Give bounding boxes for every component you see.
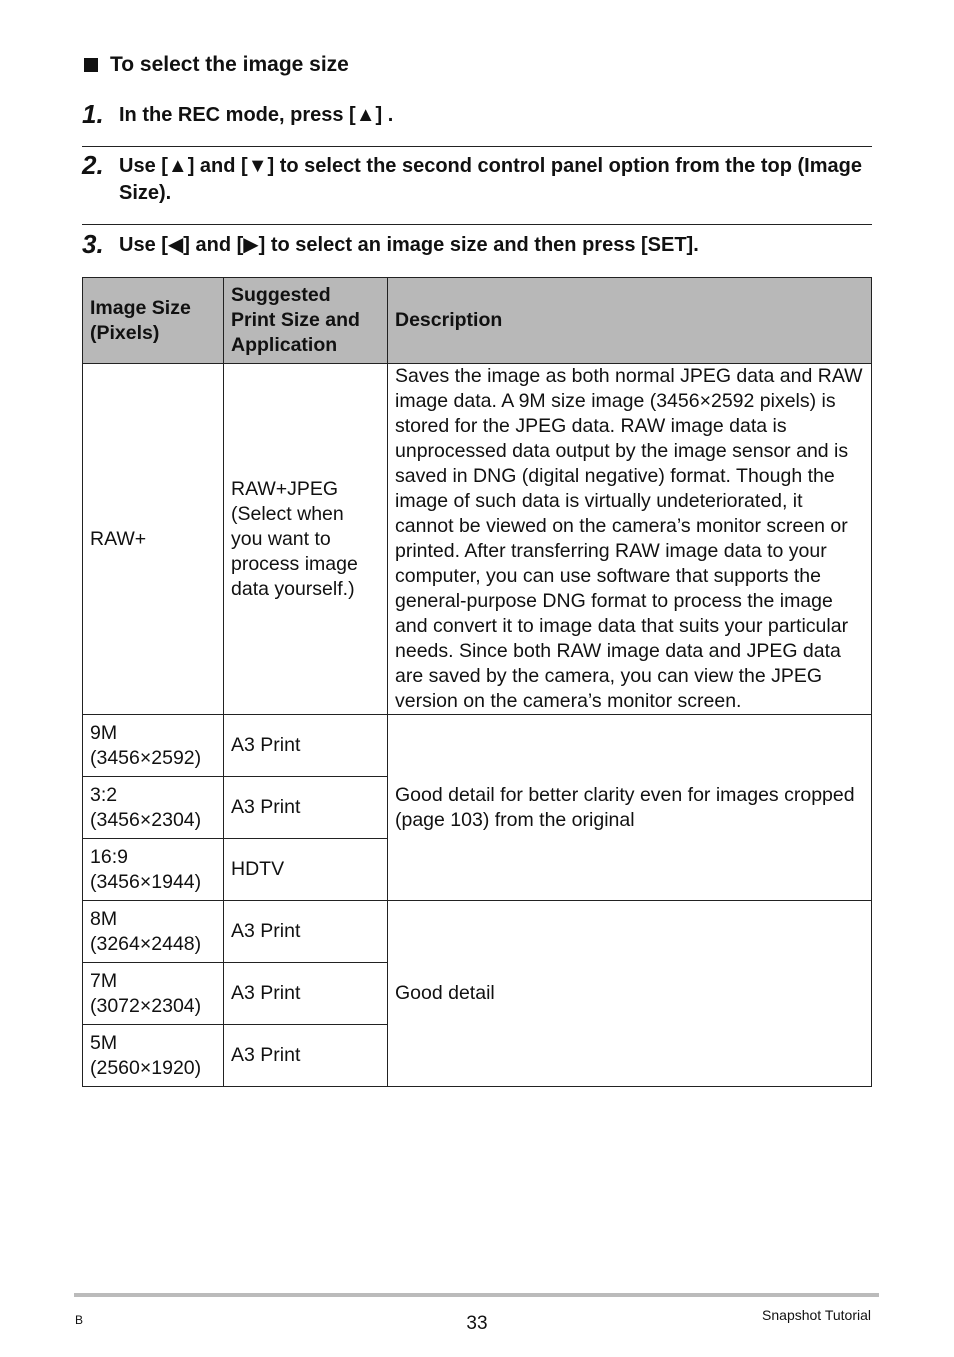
cell-size: RAW+ [83,364,224,715]
cell-size [83,715,224,777]
cell-size [83,901,224,963]
size-pixels: (3264×2448) [90,932,202,955]
step-number: 2. [82,150,104,180]
divider [82,224,872,225]
footer-section-title: Snapshot Tutorial [762,1307,871,1323]
step-text: Use [◀] and [▶] to select an image size and then press [SET]. [119,234,699,256]
size-label: 16:9 [90,845,128,868]
step-number: 1. [82,99,104,129]
cell-print: HDTV [224,839,388,901]
footer-left-mark: B [75,1313,84,1327]
image-size-table [82,277,872,1087]
cell-size [83,1025,224,1087]
size-pixels: (3456×2592) [90,746,202,769]
cell-size [83,963,224,1025]
step-3 [82,231,872,259]
table-header-row [83,278,872,364]
table-row [83,364,872,715]
cell-description: Good detail for better clarity even for images cropped (page 103) from the original [388,715,872,901]
footer-divider [74,1293,879,1297]
header-print-size: Suggested Print Size and Application [224,278,388,364]
size-label: 8M [90,907,118,930]
cell-print: RAW+JPEG (Select when you want to process image data yourself.) [224,364,388,715]
header-image-size: Image Size (Pixels) [83,278,224,364]
step-number: 3. [82,229,104,259]
cell-print: A3 Print [224,715,388,777]
size-pixels: (3072×2304) [90,994,202,1017]
cell-description: Saves the image as both normal JPEG data and RAW image data. A 9M size image (3456×2592 pixels) is stored for the JPEG data. RAW image data is unprocessed data output by the image sensor and is saved in DNG (digital negative) format. Though the image of such data is virtually undeteriorated, it cannot be viewed on the camera’s monitor screen or printed. After transferring RAW image data to your computer, you can use software that supports the general-purpose DNG format to process the image and convert it to image data that suits your particular needs. Since both RAW image data and JPEG data are saved by the camera, you can view the JPEG version on the camera’s monitor screen. [388,364,872,715]
cell-print: A3 Print [224,963,388,1025]
table-row [83,901,872,963]
step-1 [82,101,872,129]
section-heading-text: To select the image size [110,53,349,76]
cell-description: Good detail [388,901,872,1087]
size-pixels: (3456×2304) [90,808,202,831]
size-label: 3:2 [90,783,118,806]
size-pixels: (3456×1944) [90,870,202,893]
divider [82,146,872,147]
step-text: Use [▲] and [▼] to select the second control panel option from the top (Image Size). [119,155,862,204]
cell-print: A3 Print [224,1025,388,1087]
size-pixels: (2560×1920) [90,1056,202,1079]
step-text: In the REC mode, press [▲] . [119,104,394,126]
section-heading [84,53,349,77]
size-label: 5M [90,1031,118,1054]
size-label: 9M [90,721,118,744]
black-square-icon [84,58,98,72]
size-label: 7M [90,969,118,992]
cell-size [83,777,224,839]
cell-print: A3 Print [224,901,388,963]
page-number: 33 [466,1313,488,1334]
header-description: Description [388,278,872,364]
cell-size [83,839,224,901]
step-2 [82,152,872,207]
cell-print: A3 Print [224,777,388,839]
table-row [83,715,872,777]
